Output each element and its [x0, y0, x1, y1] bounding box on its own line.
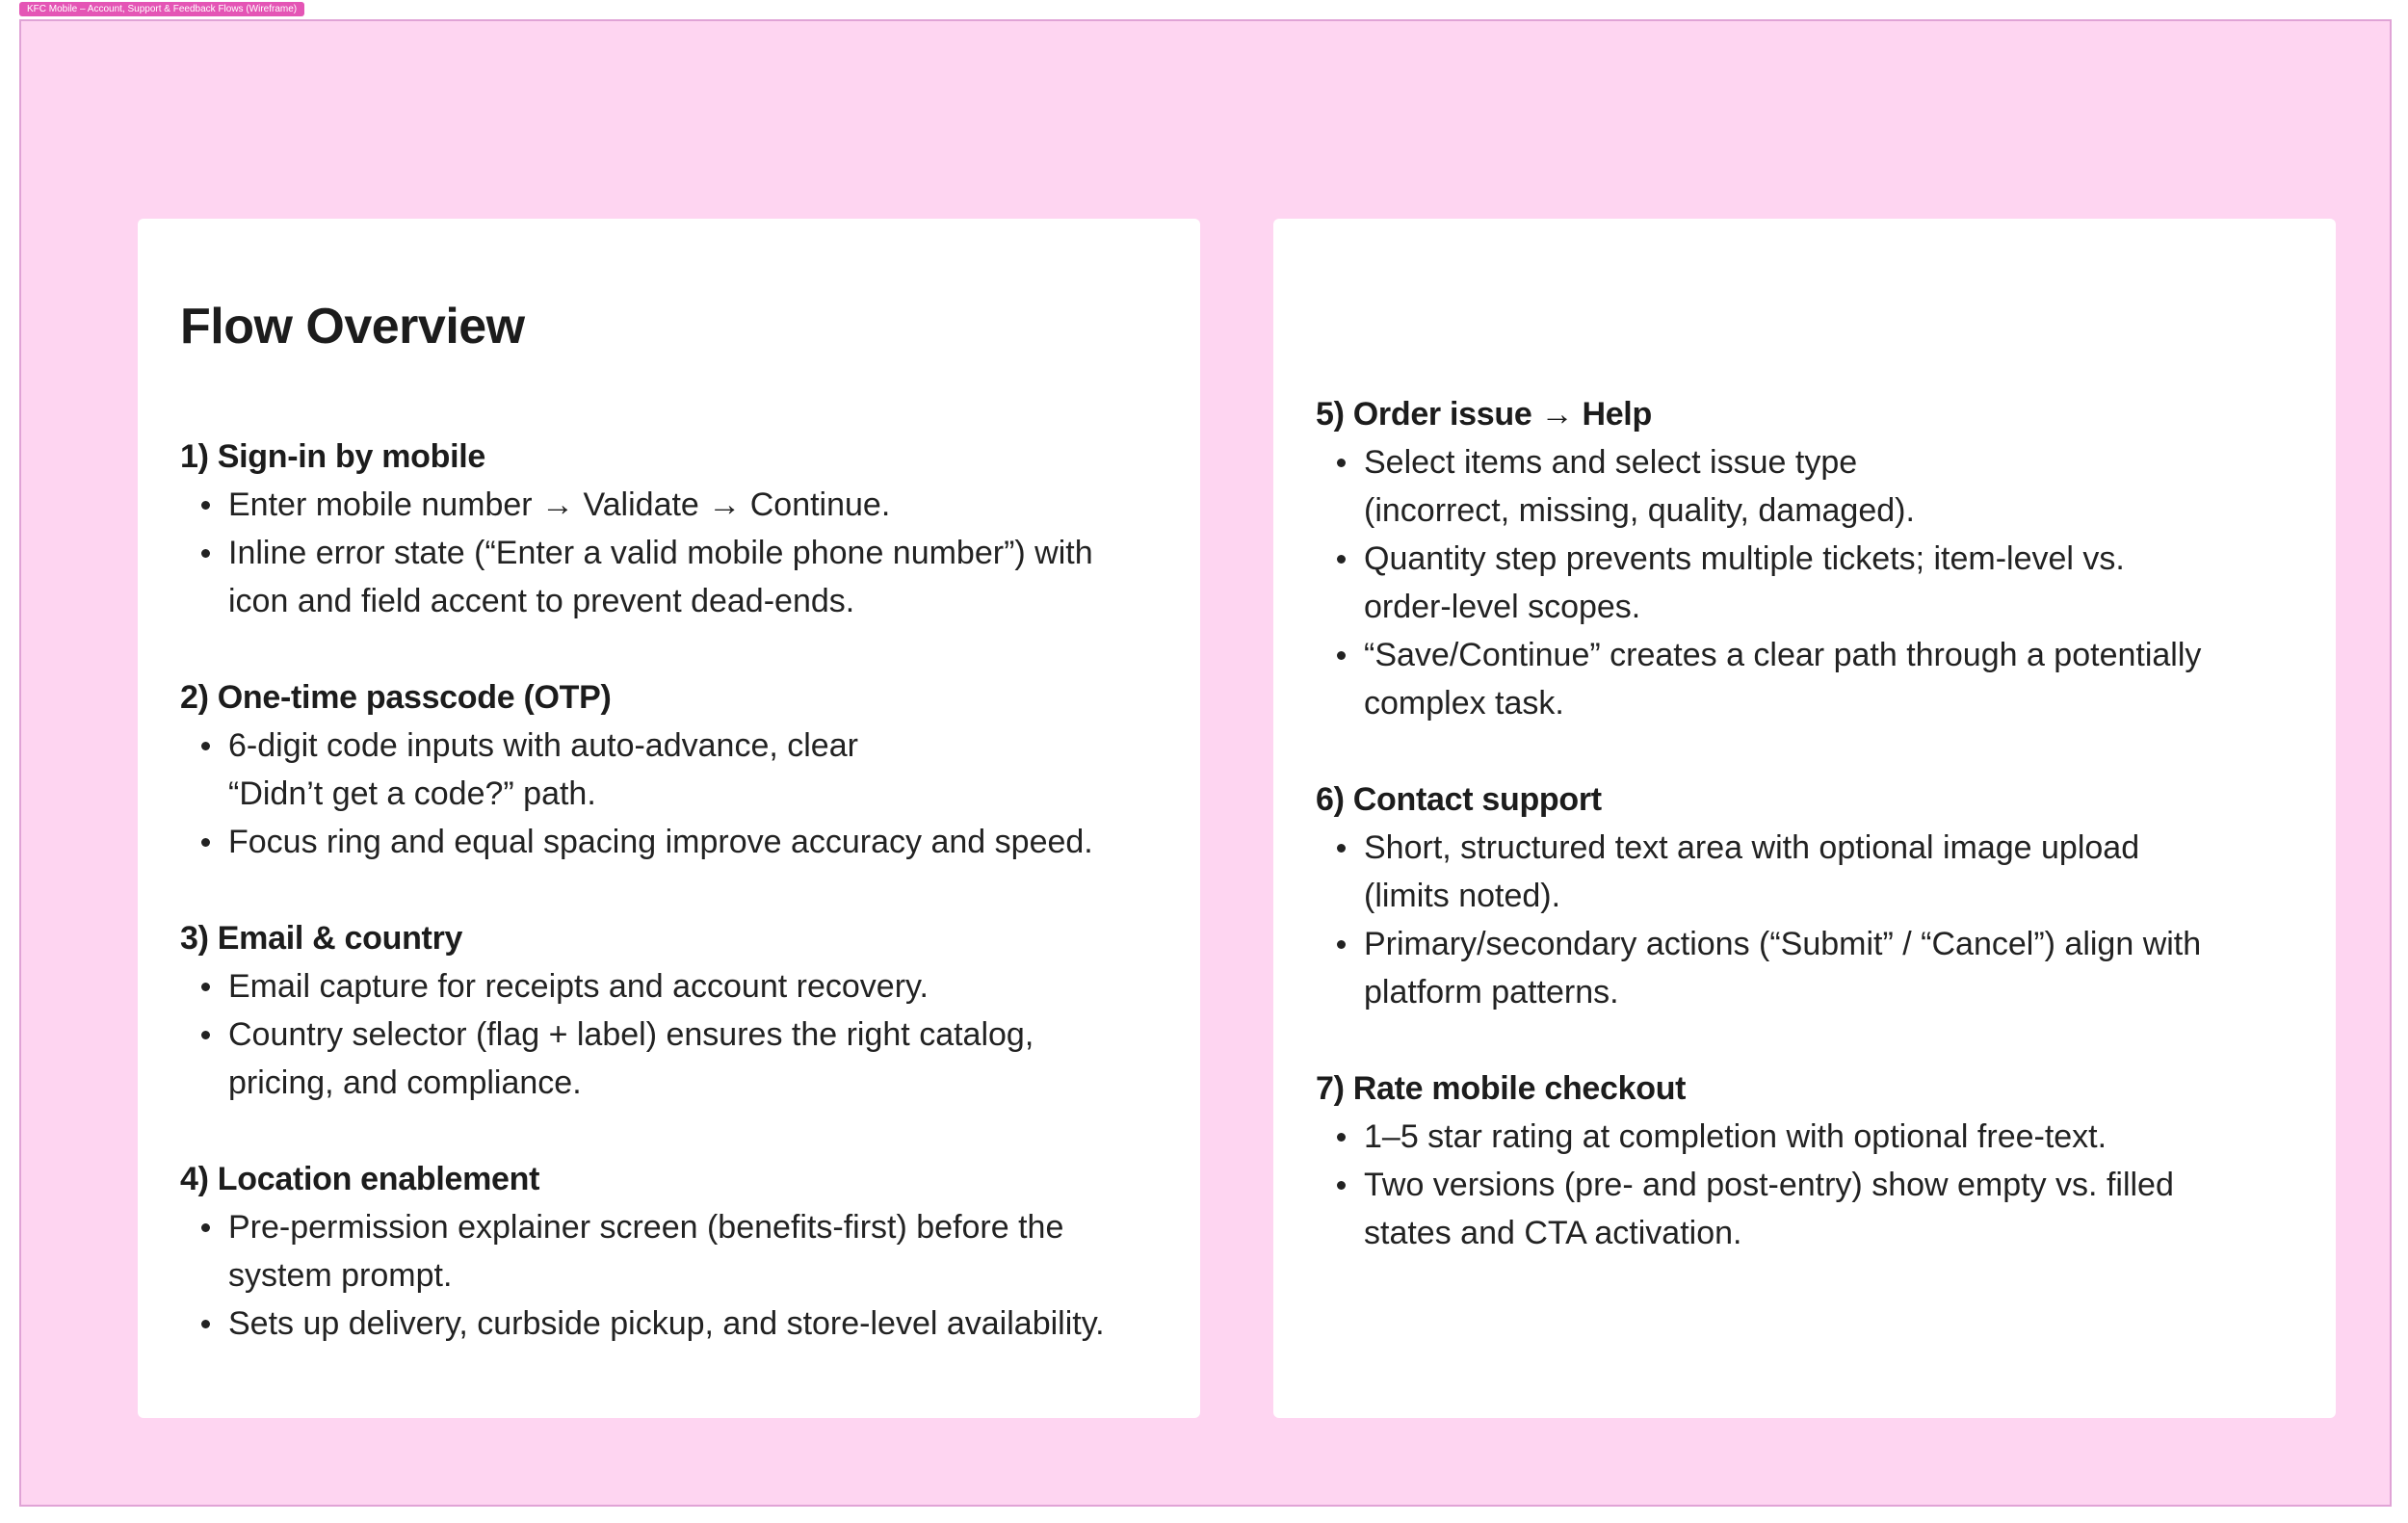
section-heading: 5) Order issue → Help — [1316, 396, 1652, 433]
bullet-text: (limits noted). — [1364, 878, 1561, 914]
section-order-issue — [1316, 390, 2297, 727]
section-otp — [180, 673, 1162, 866]
bullet-text: Short, structured text area with optional image upload — [1364, 829, 2140, 866]
wireframe-frame — [19, 19, 2392, 1507]
bullet-text: Enter mobile number → Validate → Continue. — [228, 486, 891, 523]
list-item — [180, 481, 1162, 529]
list-item — [180, 1011, 1162, 1107]
bullet-text: Primary/secondary actions (“Submit” / “Cancel”) align with — [1364, 926, 2202, 962]
section-contact-support — [1316, 775, 2297, 1016]
bullet-text: Country selector (flag + label) ensures the right catalog, — [228, 1016, 1034, 1053]
bullet-text: 6-digit code inputs with auto-advance, clear — [228, 727, 858, 764]
bullet-text: complex task. — [1364, 685, 1564, 722]
frame-label[interactable]: KFC Mobile – Account, Support & Feedback Flows (Wireframe) — [19, 2, 304, 16]
bullet-text: system prompt. — [228, 1257, 453, 1294]
bullet-text: platform patterns. — [1364, 974, 1619, 1011]
flow-overview-card-left — [138, 219, 1200, 1418]
section-heading: 7) Rate mobile checkout — [1316, 1070, 1687, 1107]
section-heading: 2) One-time passcode (OTP) — [180, 679, 612, 716]
bullet-text: order-level scopes. — [1364, 589, 1641, 625]
bullet-text: pricing, and compliance. — [228, 1064, 582, 1101]
section-sign-in — [180, 433, 1162, 625]
bullet-text: (incorrect, missing, quality, damaged). — [1364, 492, 1915, 529]
flow-overview-card-right — [1273, 219, 2336, 1418]
list-item — [1316, 1161, 2297, 1257]
list-item — [180, 1203, 1162, 1300]
list-item — [180, 818, 1162, 866]
section-heading: 1) Sign-in by mobile — [180, 438, 486, 475]
list-item — [1316, 438, 2297, 535]
bullet-text: Focus ring and equal spacing improve accuracy and speed. — [228, 824, 1093, 860]
list-item — [1316, 1113, 2297, 1161]
bullet-text: Sets up delivery, curbside pickup, and store-level availability. — [228, 1305, 1105, 1342]
bullet-text: 1–5 star rating at completion with optional free-text. — [1364, 1118, 2107, 1155]
list-item — [1316, 535, 2297, 631]
bullet-text: Inline error state (“Enter a valid mobile phone number”) with — [228, 535, 1093, 571]
page-title: Flow Overview — [180, 299, 525, 354]
bullet-text: Pre-permission explainer screen (benefits-first) before the — [228, 1209, 1064, 1246]
list-item — [180, 1300, 1162, 1348]
section-email-country — [180, 914, 1162, 1107]
list-item — [180, 722, 1162, 818]
list-item — [1316, 920, 2297, 1016]
bullet-text: Email capture for receipts and account recovery. — [228, 968, 929, 1005]
section-heading: 4) Location enablement — [180, 1161, 540, 1197]
bullet-text: icon and field accent to prevent dead-ends. — [228, 583, 855, 619]
bullet-text: Quantity step prevents multiple tickets; item-level vs. — [1364, 540, 2125, 577]
list-item — [180, 962, 1162, 1011]
list-item — [1316, 824, 2297, 920]
section-heading: 3) Email & country — [180, 920, 463, 957]
bullet-text: “Save/Continue” creates a clear path through a potentially — [1364, 637, 2202, 673]
bullet-text: Select items and select issue type — [1364, 444, 1858, 481]
bullet-text: states and CTA activation. — [1364, 1215, 1742, 1251]
list-item — [1316, 631, 2297, 727]
bullet-text: “Didn’t get a code?” path. — [228, 775, 596, 812]
section-rate-checkout — [1316, 1064, 2297, 1257]
list-item — [180, 529, 1162, 625]
bullet-text: Two versions (pre- and post-entry) show empty vs. filled — [1364, 1167, 2174, 1203]
section-heading: 6) Contact support — [1316, 781, 1602, 818]
section-location — [180, 1155, 1162, 1348]
